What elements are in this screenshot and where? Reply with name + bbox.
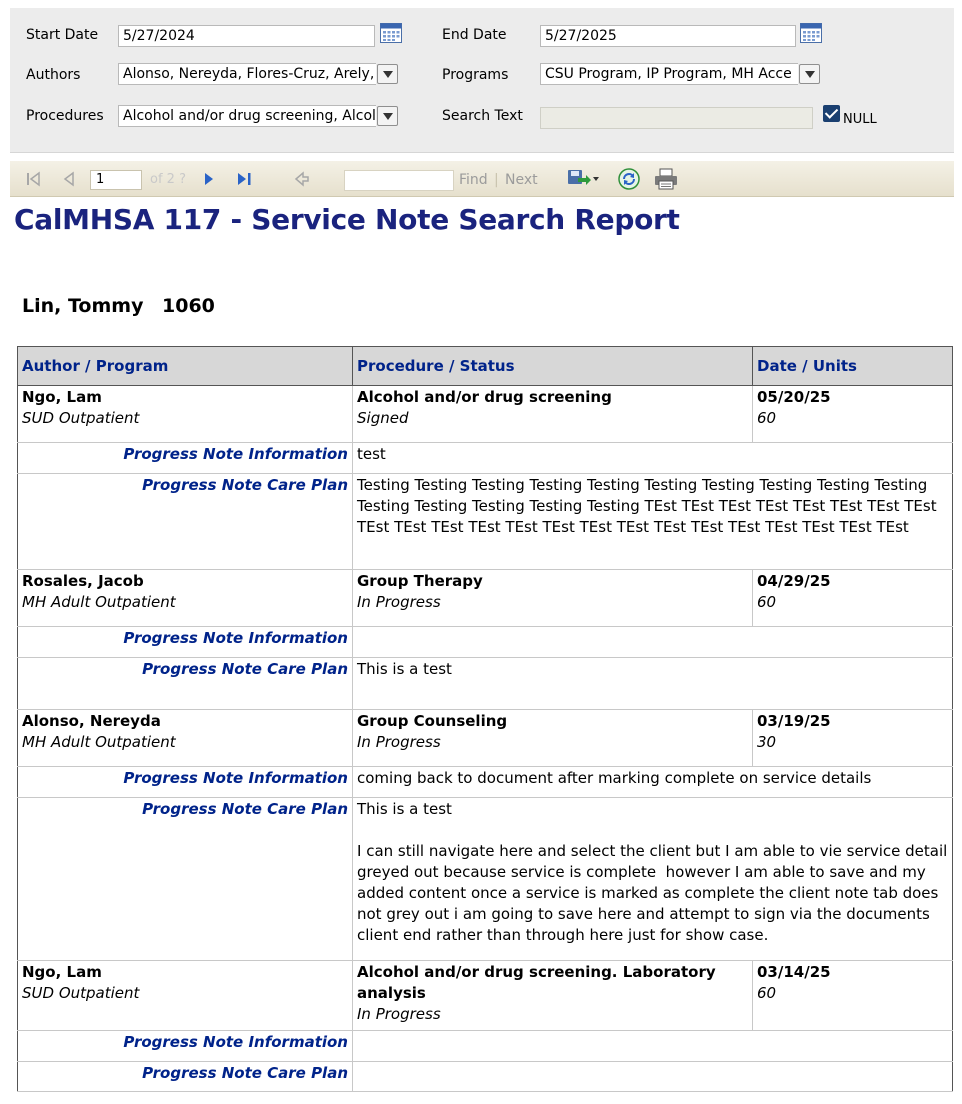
programs-select[interactable] (540, 63, 820, 85)
column-header-author-program: Author / Program (18, 347, 353, 386)
procedure-name: Group Therapy (357, 572, 483, 590)
table-row (18, 570, 953, 627)
parameter-panel (10, 8, 954, 153)
progress-note-care-plan-value: Testing Testing Testing Testing Testing Testing Testing Testing Testing Testing Testing Testing Testing Testing Testing TEst TEst TEst TEst TEst TEst TEst TEst TEst TEst TEst TEst TEst TEst TEst TEst TEst TEst TEst TEst TEst TEst TEst (353, 474, 953, 570)
note-status: In Progress (357, 593, 441, 611)
find-text-input[interactable] (344, 170, 454, 191)
progress-note-info-row (18, 443, 953, 474)
next-link[interactable]: Next (505, 172, 538, 188)
program-name: MH Adult Outpatient (22, 733, 176, 751)
table-row (18, 386, 953, 443)
progress-note-care-plan-row (18, 474, 953, 570)
first-page-icon[interactable] (25, 171, 41, 187)
service-date: 03/14/25 (757, 963, 831, 981)
progress-note-care-plan-label: Progress Note Care Plan (18, 1062, 353, 1092)
progress-note-care-plan-row (18, 658, 953, 710)
progress-note-care-plan-row (18, 1062, 953, 1092)
program-name: SUD Outpatient (22, 984, 140, 1002)
service-date: 03/19/25 (757, 712, 831, 730)
progress-note-care-plan-label: Progress Note Care Plan (18, 474, 353, 570)
column-header-date-units: Date / Units (753, 347, 953, 386)
procedure-status-cell (353, 710, 753, 767)
programs-value: CSU Program, IP Program, MH Acce (540, 63, 798, 85)
service-units: 60 (757, 984, 777, 1002)
progress-note-care-plan-label: Progress Note Care Plan (18, 798, 353, 961)
last-page-icon[interactable] (236, 171, 254, 187)
end-date-input[interactable]: 5/27/2025 (540, 25, 796, 47)
client-id: 1060 (162, 295, 215, 317)
service-date: 05/20/25 (757, 388, 831, 406)
procedures-value: Alcohol and/or drug screening, Alcol (118, 105, 376, 127)
progress-note-info-row (18, 767, 953, 798)
chevron-down-icon[interactable] (799, 64, 820, 84)
progress-note-care-plan-value: This is a test (353, 658, 953, 710)
progress-note-info-label: Progress Note Information (18, 443, 353, 474)
authors-value: Alonso, Nereyda, Flores-Cruz, Arely, (118, 63, 376, 85)
procedure-status-cell (353, 386, 753, 443)
print-icon[interactable] (654, 168, 678, 190)
date-units-cell (753, 961, 953, 1031)
author-name: Ngo, Lam (22, 963, 102, 981)
note-status: In Progress (357, 1005, 441, 1023)
progress-note-info-value: test (353, 443, 953, 474)
procedures-select[interactable] (118, 105, 398, 127)
procedure-name: Group Counseling (357, 712, 508, 730)
author-program-cell (18, 386, 353, 443)
programs-label: Programs (442, 67, 509, 83)
page-count: of 2 ? (150, 172, 186, 187)
page-number-input[interactable]: 1 (90, 170, 142, 190)
procedure-name: Alcohol and/or drug screening (357, 388, 612, 406)
progress-note-info-row (18, 1031, 953, 1062)
calendar-icon[interactable] (800, 23, 822, 43)
progress-note-care-plan-row (18, 798, 953, 961)
procedure-status-cell (353, 961, 753, 1031)
note-status: Signed (357, 409, 409, 427)
progress-note-care-plan-value (353, 1062, 953, 1092)
toolbar-separator: | (494, 172, 499, 188)
table-header-row (18, 347, 953, 386)
progress-note-info-label: Progress Note Information (18, 1031, 353, 1062)
service-date: 04/29/25 (757, 572, 831, 590)
author-name: Alonso, Nereyda (22, 712, 161, 730)
author-name: Ngo, Lam (22, 388, 102, 406)
date-units-cell (753, 710, 953, 767)
report-toolbar (10, 161, 954, 197)
authors-label: Authors (26, 67, 81, 83)
null-checkbox[interactable] (823, 105, 840, 122)
progress-note-info-value: coming back to document after marking complete on service details (353, 767, 953, 798)
progress-note-info-label: Progress Note Information (18, 767, 353, 798)
refresh-icon[interactable] (618, 168, 640, 190)
procedure-status-cell (353, 570, 753, 627)
service-units: 30 (757, 733, 777, 751)
service-units: 60 (757, 593, 777, 611)
author-program-cell (18, 710, 353, 767)
progress-note-info-label: Progress Note Information (18, 627, 353, 658)
start-date-label: Start Date (26, 27, 99, 43)
program-name: MH Adult Outpatient (22, 593, 176, 611)
search-text-label: Search Text (442, 108, 523, 124)
program-name: SUD Outpatient (22, 409, 140, 427)
column-header-procedure-status: Procedure / Status (353, 347, 753, 386)
progress-note-info-value (353, 1031, 953, 1062)
report-title: CalMHSA 117 - Service Note Search Report (14, 203, 680, 236)
date-units-cell (753, 386, 953, 443)
author-name: Rosales, Jacob (22, 572, 144, 590)
author-program-cell (18, 961, 353, 1031)
procedure-name: Alcohol and/or drug screening. Laboratory analysis (357, 963, 716, 1002)
find-link[interactable]: Find (459, 172, 488, 188)
chevron-down-icon[interactable] (377, 106, 398, 126)
next-page-icon[interactable] (202, 171, 216, 187)
author-program-cell (18, 570, 353, 627)
null-label: NULL (843, 112, 877, 127)
end-date-label: End Date (442, 27, 507, 43)
previous-page-icon[interactable] (62, 171, 76, 187)
search-text-input[interactable] (540, 107, 813, 129)
table-row (18, 710, 953, 767)
progress-note-care-plan-label: Progress Note Care Plan (18, 658, 353, 710)
progress-note-care-plan-value: This is a test I can still navigate here and select the client but I am able to vie service detail greyed out because service is complete however I am able to save and my added content once a service is marked as complete the client note tab does not grey out i am going to save here and attempt to sign via the documents client end rather than through here just for show case. (353, 798, 953, 961)
procedures-label: Procedures (26, 108, 104, 124)
service-notes-table (17, 346, 953, 1092)
progress-note-info-value (353, 627, 953, 658)
back-to-parent-icon[interactable] (294, 171, 310, 187)
authors-select[interactable] (118, 63, 398, 85)
date-units-cell (753, 570, 953, 627)
chevron-down-icon[interactable] (377, 64, 398, 84)
start-date-input[interactable]: 5/27/2024 (118, 25, 375, 47)
table-row (18, 961, 953, 1031)
note-status: In Progress (357, 733, 441, 751)
service-units: 60 (757, 409, 777, 427)
progress-note-info-row (18, 627, 953, 658)
client-name: Lin, Tommy (22, 295, 144, 317)
export-icon[interactable] (566, 168, 602, 188)
calendar-icon[interactable] (380, 23, 402, 43)
